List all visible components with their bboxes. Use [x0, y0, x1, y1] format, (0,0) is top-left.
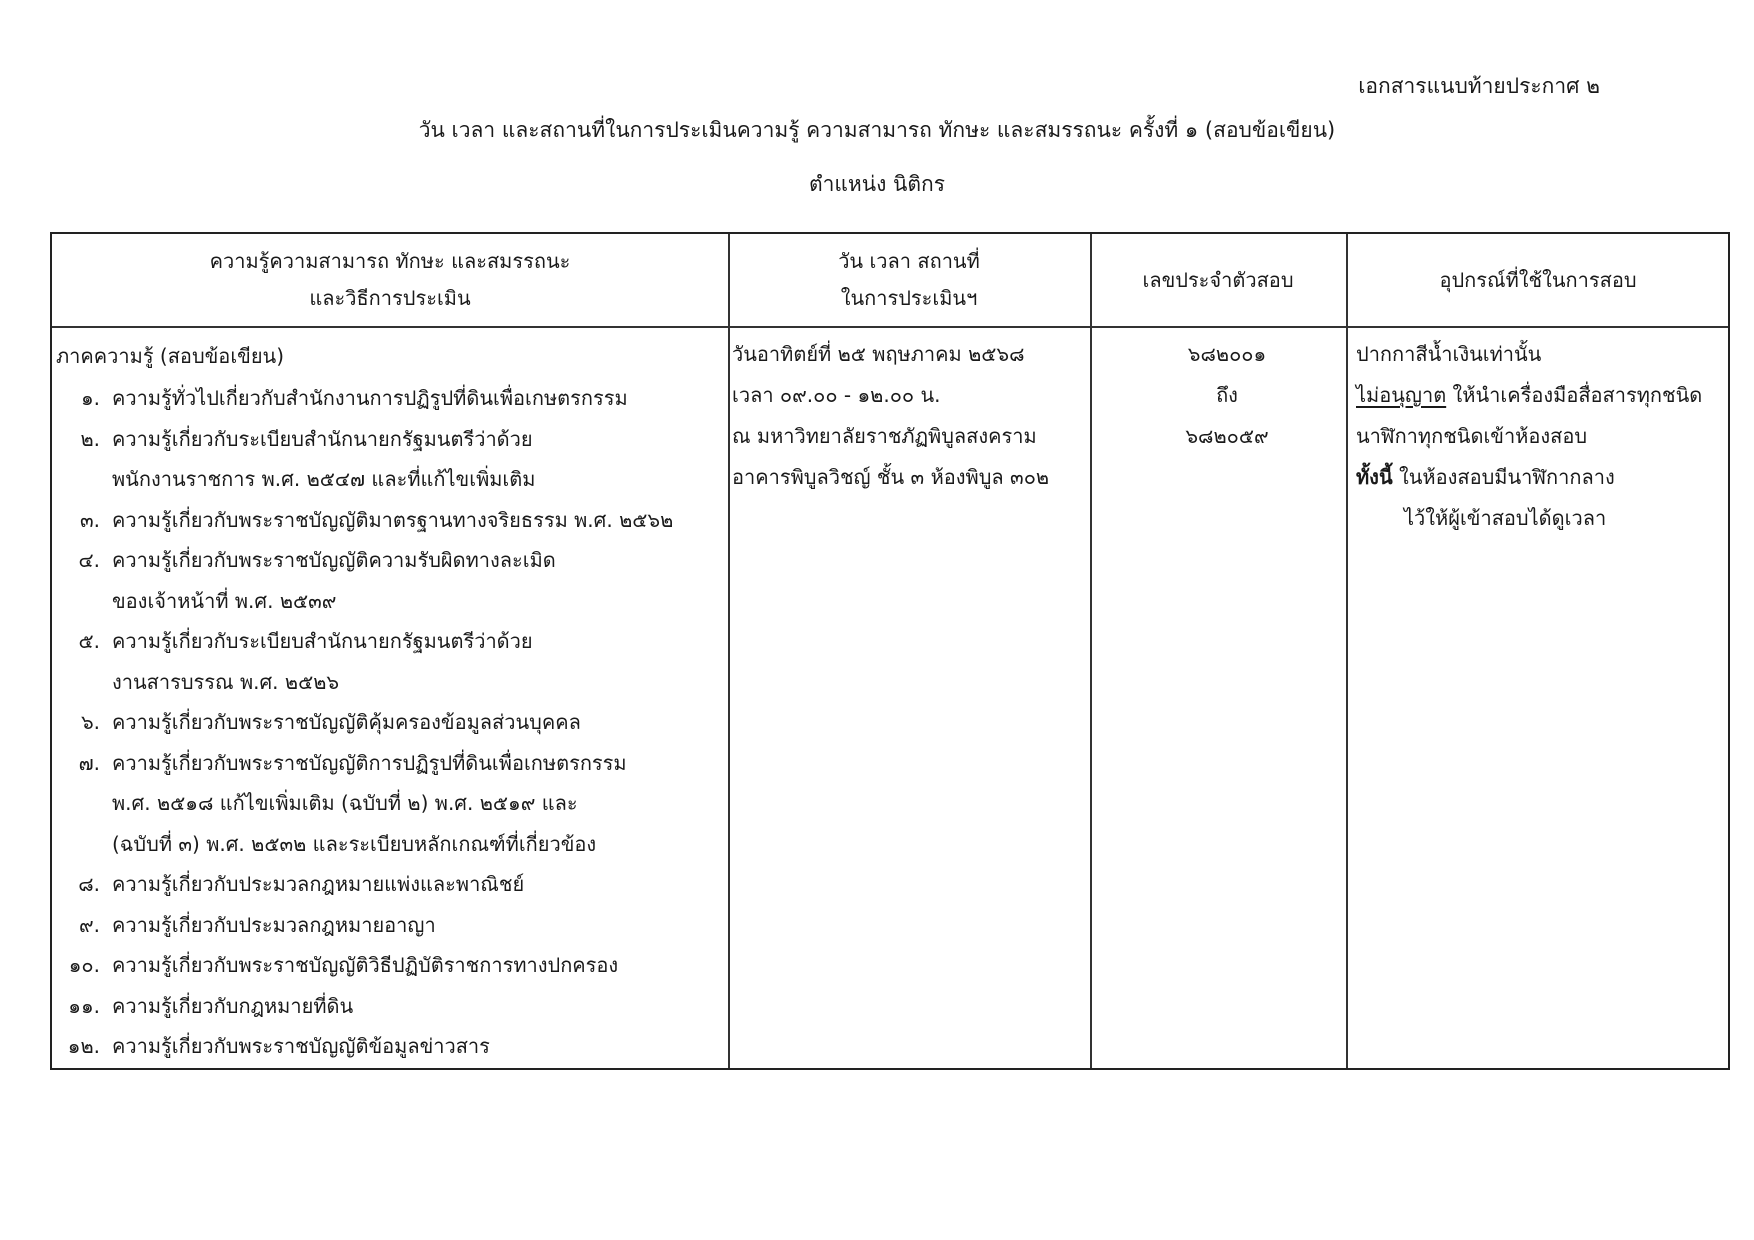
exam-schedule-table: [50, 232, 1730, 1070]
item-number: ๔.: [78, 548, 100, 572]
list-item: [56, 743, 726, 784]
item-text: พนักงานราชการ พ.ศ. ๒๕๔๗ และที่แก้ไขเพิ่มเติม: [112, 467, 536, 491]
item-text: ความรู้เกี่ยวกับพระราชบัญญัติความรับผิดทางละเมิด: [112, 548, 556, 572]
item-number: ๑๒.: [67, 1034, 100, 1058]
item-number: ๙.: [78, 912, 100, 937]
equipment-line4-rest: ในห้องสอบมีนาฬิกากลาง: [1392, 465, 1615, 489]
knowledge-items: [56, 378, 726, 1067]
position-title: ตำแหน่ง นิติกร: [808, 172, 946, 196]
exam-building: อาคารพิบูลวิชญ์ ชั้น ๓ ห้องพิบูล ๓๐๒: [732, 465, 1050, 489]
item-text: ความรู้เกี่ยวกับพระราชบัญญัติข้อมูลข่าวสาร: [112, 1034, 490, 1058]
header-knowledge: [52, 234, 728, 326]
equipment-cell: [1356, 334, 1726, 539]
not-allowed-text: ไม่อนุญาต: [1356, 383, 1447, 407]
item-number: ๘.: [78, 872, 100, 896]
list-item: [56, 621, 726, 662]
list-item: [56, 702, 726, 743]
item-text: ความรู้เกี่ยวกับประมวลกฎหมายแพ่งและพาณิชย์: [112, 872, 525, 896]
list-item: [56, 986, 726, 1027]
item-number: ๑๐.: [68, 953, 100, 977]
list-item: [56, 378, 726, 419]
column-divider: [728, 234, 730, 1068]
item-text: ความรู้เกี่ยวกับพระราชบัญญัติวิธีปฏิบัติราชการทางปกครอง: [112, 953, 619, 977]
exam-venue: ณ มหาวิทยาลัยราชภัฏพิบูลสงคราม: [732, 424, 1037, 448]
list-item: [56, 1026, 726, 1067]
attachment-label: เอกสารแนบท้ายประกาศ ๒: [1358, 74, 1600, 98]
list-item: [56, 783, 726, 824]
item-number: ๕.: [78, 629, 100, 653]
item-text: ความรู้เกี่ยวกับกฎหมายที่ดิน: [112, 993, 354, 1018]
item-number: ๑.: [80, 386, 100, 410]
item-text: (ฉบับที่ ๓) พ.ศ. ๒๕๓๒ และระเบียบหลักเกณฑ์ที่เกี่ยวข้อง: [112, 831, 597, 856]
document-title: วัน เวลา และสถานที่ในการประเมินความรู้ ความสามารถ ทักษะ และสมรรถนะ ครั้งที่ ๑ (สอบข้อเขียน): [418, 118, 1336, 142]
item-text: ความรู้เกี่ยวกับพระราชบัญญัติการปฏิรูปที่ดินเพื่อเกษตรกรรม: [112, 750, 627, 775]
list-item: [56, 824, 726, 865]
equipment-line3: นาฬิกาทุกชนิดเข้าห้องสอบ: [1356, 424, 1588, 448]
list-item: [56, 419, 726, 460]
item-text: ความรู้เกี่ยวกับพระราชบัญญัติมาตรฐานทางจริยธรรม พ.ศ. ๒๕๖๒: [112, 507, 674, 532]
equipment-line4: [1356, 457, 1726, 498]
item-text: งานสารบรรณ พ.ศ. ๒๕๒๖: [112, 669, 340, 694]
exam-id-to: ๖๘๒๐๕๙: [1185, 424, 1269, 448]
list-item: [56, 540, 726, 581]
list-item: [56, 500, 726, 541]
exam-date: วันอาทิตย์ที่ ๒๕ พฤษภาคม ๒๕๖๘: [732, 342, 1025, 366]
list-item: [56, 905, 726, 946]
header-equipment: [1346, 234, 1730, 326]
knowledge-list: [56, 334, 726, 1067]
list-item: [56, 945, 726, 986]
item-number: ๒.: [80, 426, 100, 451]
header-equipment-text: อุปกรณ์ที่ใช้ในการสอบ: [1439, 267, 1637, 292]
header-schedule-line2: ในการประเมินฯ: [840, 286, 978, 310]
header-knowledge-line2: และวิธีการประเมิน: [309, 286, 471, 310]
list-item: [56, 581, 726, 622]
item-number: ๗.: [78, 750, 100, 775]
item-text: ความรู้เกี่ยวกับประมวลกฎหมายอาญา: [112, 912, 436, 937]
header-divider: [52, 326, 1728, 328]
equipment-line5: ไว้ให้ผู้เข้าสอบได้ดูเวลา: [1404, 506, 1607, 530]
item-number: ๑๑.: [68, 993, 100, 1018]
exam-id-cell: [1102, 334, 1352, 457]
item-text: ของเจ้าหน้าที่ พ.ศ. ๒๕๓๙: [112, 588, 337, 613]
exam-id-from: ๖๘๒๐๐๑: [1187, 342, 1267, 366]
list-item: [56, 864, 726, 905]
schedule-cell: [732, 334, 1092, 498]
header-exam-id: [1090, 234, 1346, 326]
item-number: ๖.: [80, 710, 100, 734]
equipment-line2: [1356, 375, 1726, 416]
header-schedule-line1: วัน เวลา สถานที่: [838, 249, 980, 273]
header-schedule: [728, 234, 1090, 326]
item-text: ความรู้เกี่ยวกับระเบียบสำนักนายกรัฐมนตรีว่าด้วย: [112, 426, 533, 451]
equipment-line1: ปากกาสีน้ำเงินเท่านั้น: [1356, 342, 1542, 366]
header-exam-id-text: เลขประจำตัวสอบ: [1142, 267, 1294, 292]
list-item: [56, 459, 726, 500]
exam-time: เวลา ๐๙.๐๐ - ๑๒.๐๐ น.: [732, 383, 941, 407]
equipment-line2-rest: ให้นำเครื่องมือสื่อสารทุกชนิด: [1446, 383, 1703, 407]
header-knowledge-line1: ความรู้ความสามารถ ทักษะ และสมรรถนะ: [209, 249, 571, 273]
list-item: [56, 662, 726, 703]
section-title: ภาคความรู้ (สอบข้อเขียน): [56, 344, 285, 368]
item-text: ความรู้เกี่ยวกับระเบียบสำนักนายกรัฐมนตรีว่าด้วย: [112, 629, 533, 653]
exam-id-to-word: ถึง: [1216, 383, 1238, 407]
item-text: ความรู้เกี่ยวกับพระราชบัญญัติคุ้มครองข้อมูลส่วนบุคคล: [112, 710, 581, 734]
note-bold-text: ทั้งนี้: [1356, 465, 1393, 489]
item-text: ความรู้ทั่วไปเกี่ยวกับสำนักงานการปฏิรูปที่ดินเพื่อเกษตรกรรม: [112, 386, 628, 410]
item-text: พ.ศ. ๒๕๑๘ แก้ไขเพิ่มเติม (ฉบับที่ ๒) พ.ศ. ๒๕๑๙ และ: [112, 791, 578, 815]
item-number: ๓.: [79, 507, 100, 532]
